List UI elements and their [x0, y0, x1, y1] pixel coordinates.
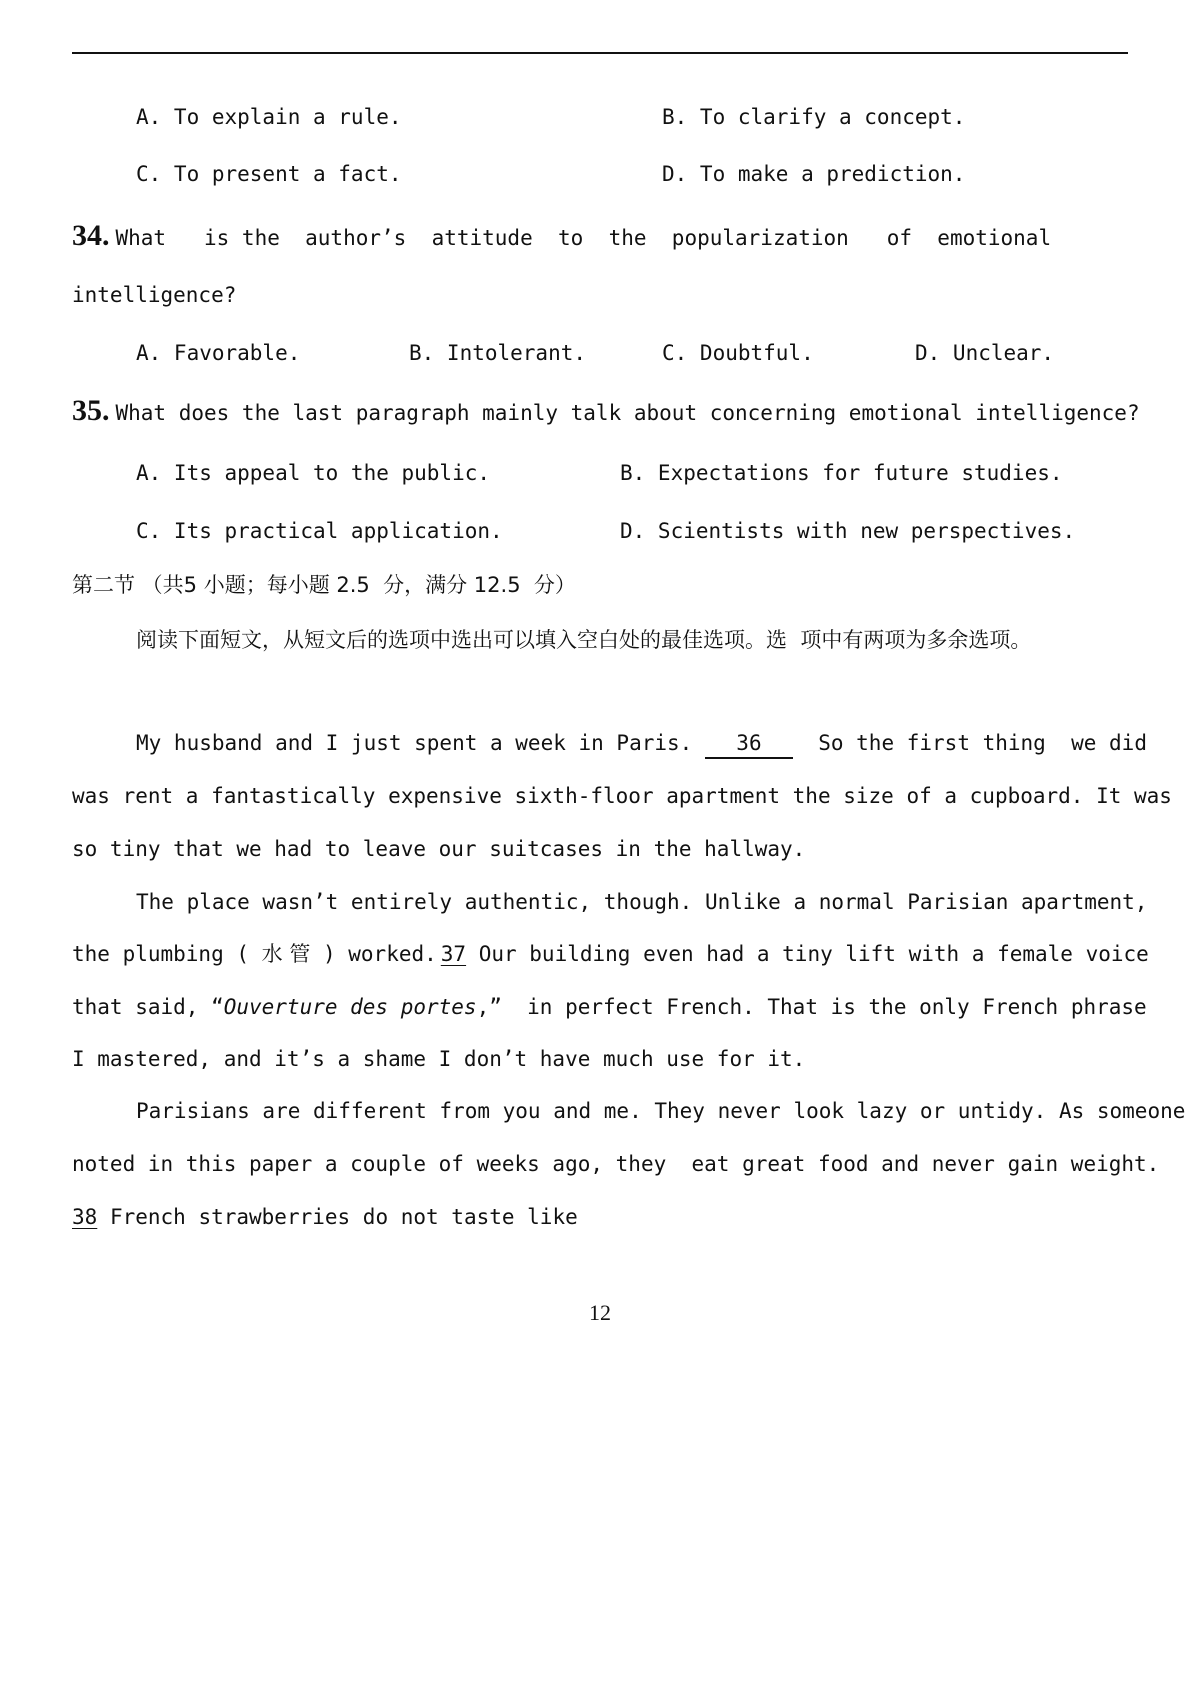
q33-option-b: B. To clarify a concept. [662, 105, 966, 129]
passage-chinese-gloss: 水 管 [261, 942, 311, 966]
q35-stem-text: What does the last paragraph mainly talk about concerning emotional intelligence? [115, 401, 1140, 425]
passage-p2-line3 [72, 993, 1147, 1021]
q34-option-a: A. Favorable. [136, 341, 301, 365]
q35-option-a: A. Its appeal to the public. [136, 461, 491, 485]
passage-p2-line2 [72, 940, 1149, 968]
q33-option-d: D. To make a prediction. [662, 162, 966, 186]
q35-stem [72, 394, 1140, 427]
section-heading: 第二节 （共5 小题；每小题 2.5 分，满分 12.5 分） [72, 573, 576, 597]
passage-text: that said, “ [72, 995, 224, 1019]
q34-number: 34. [72, 219, 110, 252]
passage-p3-line2: noted in this paper a couple of weeks ago, they eat great food and never gain weight. [72, 1152, 1160, 1176]
q35-option-d: D. Scientists with new perspectives. [620, 519, 1076, 543]
passage-p3-line1: Parisians are different from you and me. They never look lazy or untidy. As someone [136, 1099, 1186, 1123]
q34-stem-line1 [72, 219, 1052, 252]
blank-36: 36 [705, 729, 793, 759]
passage-p2-line1: The place wasn’t entirely authentic, though. Unlike a normal Parisian apartment, [136, 890, 1148, 914]
blank-38: 38 [72, 1205, 98, 1229]
passage-p1-line1 [136, 729, 1147, 759]
passage-text: ,” in perfect French. That is the only French phrase [476, 995, 1147, 1019]
q34-stem-text: What is the author’s attitude to the popularization of emotional [115, 226, 1052, 250]
passage-p1-line2: was rent a fantastically expensive sixth-floor apartment the size of a cupboard. It was [72, 784, 1172, 808]
passage-text: My husband and I just spent a week in Paris. [136, 731, 705, 755]
q33-option-c: C. To present a fact. [136, 162, 402, 186]
page-number: 12 [589, 1300, 611, 1325]
passage-p2-line4: I mastered, and it’s a shame I don’t have much use for it. [72, 1047, 806, 1071]
q34-stem-line2: intelligence? [72, 283, 237, 307]
section-instruction: 阅读下面短文，从短文后的选项中选出可以填入空白处的最佳选项。选 项中有两项为多余选项。 [136, 628, 1032, 652]
passage-french-phrase: Ouverture des portes [223, 995, 477, 1019]
passage-text: French strawberries do not taste like [97, 1205, 578, 1229]
q34-option-b: B. Intolerant. [409, 341, 587, 365]
header-rule [72, 52, 1128, 54]
q35-number: 35. [72, 394, 110, 427]
q34-option-c: C. Doubtful. [662, 341, 814, 365]
passage-p1-line3: so tiny that we had to leave our suitcases in the hallway. [72, 837, 806, 861]
passage-text: the plumbing ( [72, 942, 262, 966]
blank-37: 37 [440, 942, 467, 966]
q34-option-d: D. Unclear. [915, 341, 1055, 365]
passage-text: So the first thing we did [792, 731, 1147, 755]
q35-option-b: B. Expectations for future studies. [620, 461, 1063, 485]
q35-option-c: C. Its practical application. [136, 519, 503, 543]
passage-text: ) worked. [310, 942, 437, 966]
passage-text: Our building even had a tiny lift with a female voice [466, 942, 1149, 966]
passage-p3-line3 [72, 1203, 578, 1231]
q33-option-a: A. To explain a rule. [136, 105, 402, 129]
